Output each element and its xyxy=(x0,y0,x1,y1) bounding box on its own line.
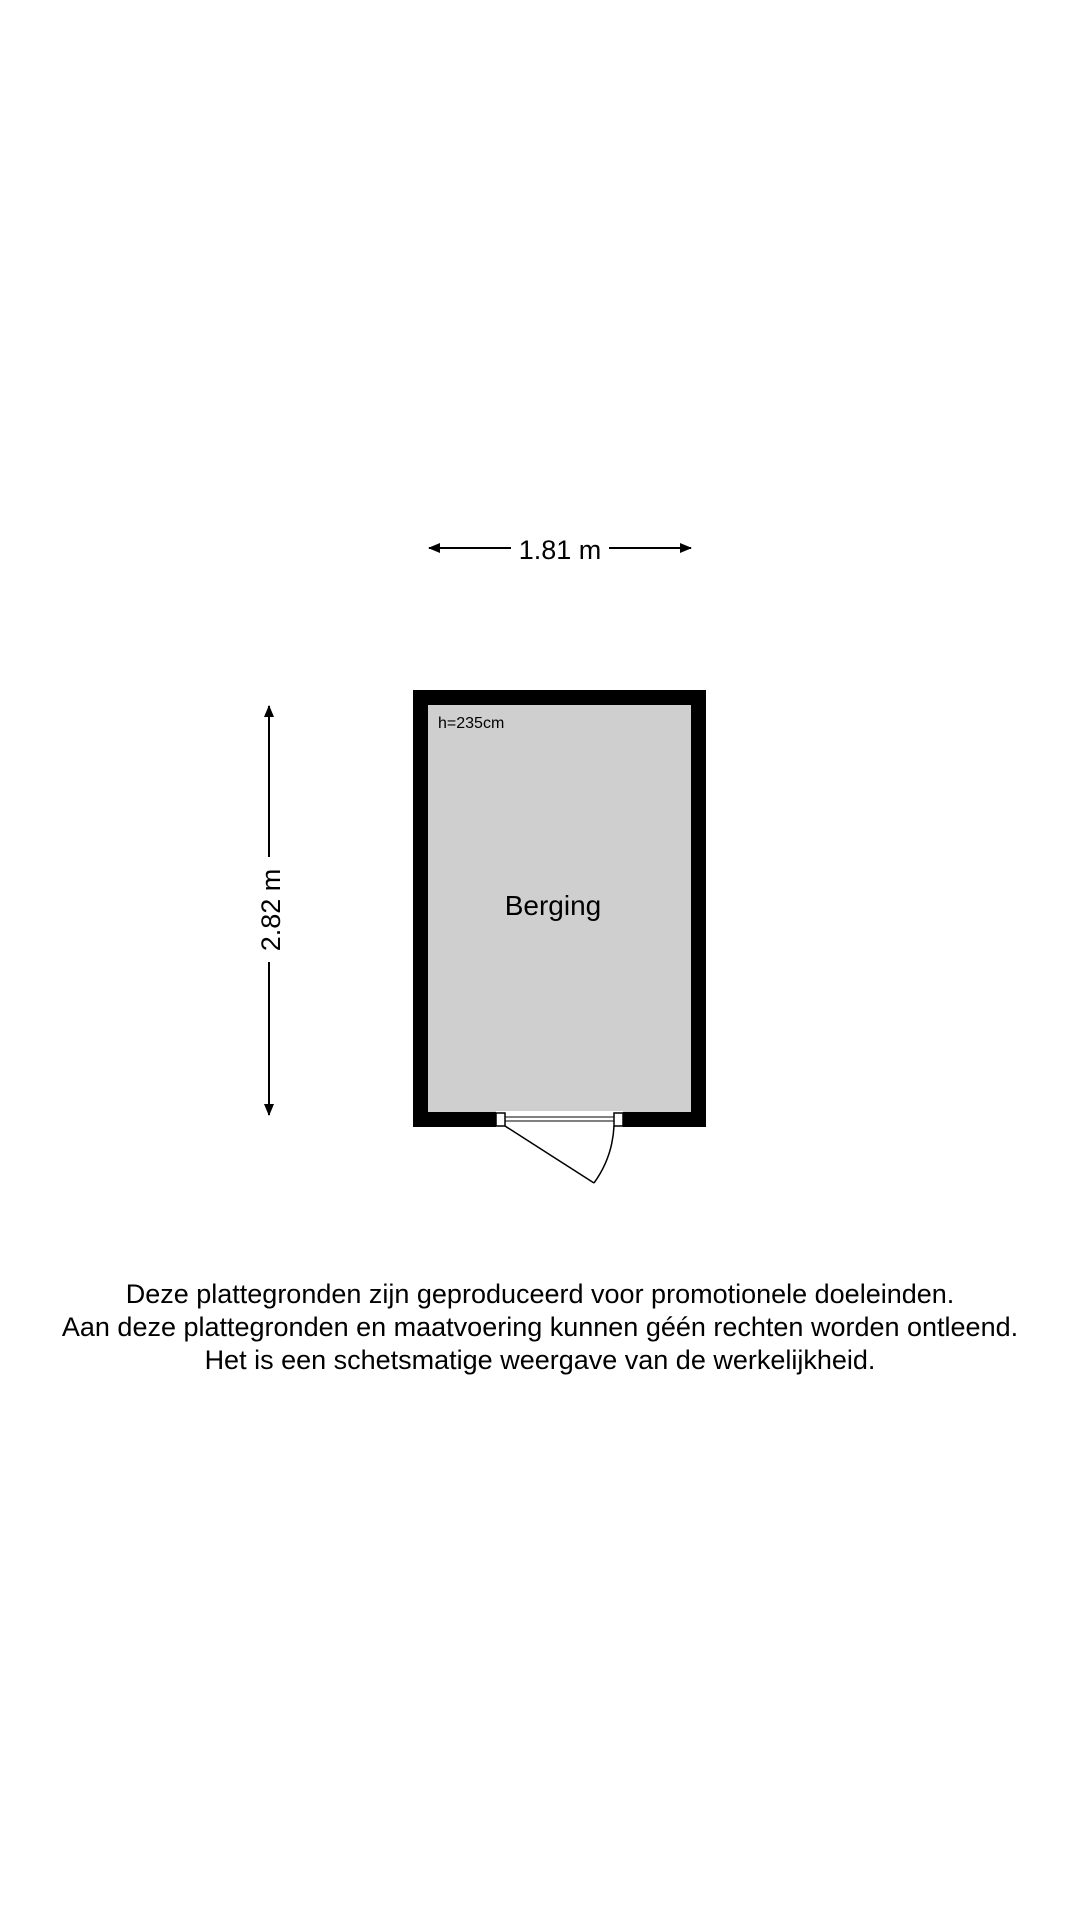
door-swing-arc xyxy=(594,1126,614,1183)
width-dimension xyxy=(429,535,691,565)
door xyxy=(496,1111,623,1183)
height-dimension xyxy=(256,706,286,1115)
disclaimer-line-3: Het is een schetsmatige weergave van de werkelijkheid. xyxy=(204,1345,876,1375)
disclaimer xyxy=(0,1278,1080,1377)
height-label: 2.82 m xyxy=(256,868,286,952)
door-jamb-right xyxy=(614,1113,623,1126)
door-leaf xyxy=(505,1126,594,1183)
door-jamb-left xyxy=(496,1113,505,1126)
disclaimer-line-1: Deze plattegronden zijn geproduceerd voor promotionele doeleinden. xyxy=(125,1279,955,1309)
disclaimer-line-2: Aan deze plattegronden en maatvoering kunnen géén rechten worden ontleend. xyxy=(61,1312,1019,1342)
room-name: Berging xyxy=(504,890,602,921)
ceiling-height-label: h=235cm xyxy=(438,715,505,732)
width-label: 1.81 m xyxy=(518,535,602,565)
room-berging xyxy=(413,690,706,1127)
door-opening xyxy=(496,1111,623,1128)
